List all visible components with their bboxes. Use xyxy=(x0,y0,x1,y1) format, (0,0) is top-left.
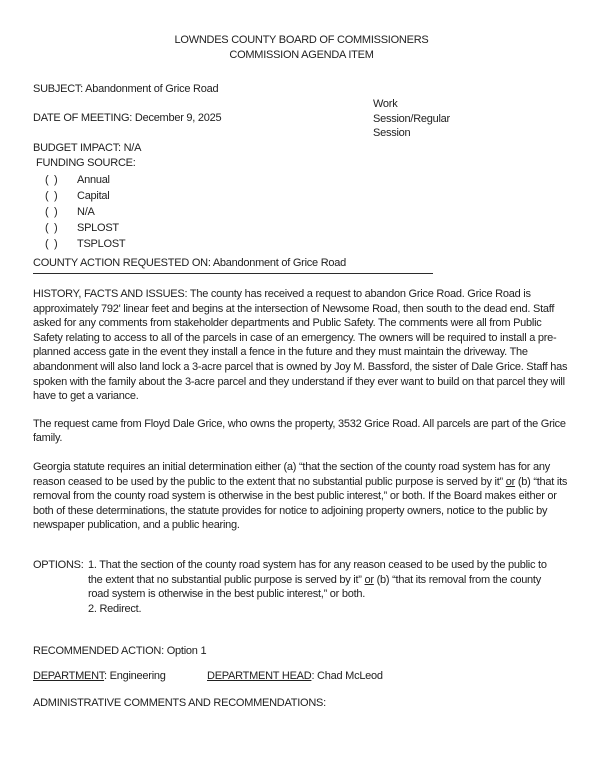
funding-option-label: SPLOST xyxy=(77,222,119,234)
meeting-info-block xyxy=(33,96,570,142)
history-paragraph: HISTORY, FACTS AND ISSUES: The county has received a request to abandon Grice Road. Grice Road is approximately 792' linear feet and begins at the intersection of Newsome Road, then south to the dead end. Staff asked for any comments from stakeholder departments and Public Safety. The comments were all from Public Safety relating to access to all of the parcels in case of an emergency. The owners will be required to install a pre-planned access gate in the event they install a fence in the future and they must maintain the driveway. The abandonment will also land lock a 3-acre parcel that is owned by Joy M. Bassford, the sister of Dale Grice. Staff has spoken with the family about the 3-acre parcel and they understand if they ever want to build on that parcel they will have to get a variance. xyxy=(33,288,568,403)
funding-option-row xyxy=(33,236,570,252)
header-line-1: LOWNDES COUNTY BOARD OF COMMISSIONERS xyxy=(174,34,429,46)
checkbox-glyph: ( ) xyxy=(45,222,58,234)
subject-line: SUBJECT: Abandonment of Grice Road xyxy=(33,83,219,95)
checkbox-glyph: ( ) xyxy=(45,174,58,186)
funding-option-row xyxy=(33,172,570,188)
department-row xyxy=(33,670,570,683)
funding-option-label: Annual xyxy=(77,174,110,186)
county-action-heading: COUNTY ACTION REQUESTED ON: Abandonment of Grice Road xyxy=(33,257,433,274)
options-item-2: 2. Redirect. xyxy=(88,602,142,615)
date-of-meeting-line: DATE OF MEETING: December 9, 2025 xyxy=(33,112,222,124)
options-label: OPTIONS: xyxy=(33,558,84,571)
recommended-action-line: RECOMMENDED ACTION: Option 1 xyxy=(33,645,207,658)
options-section xyxy=(33,558,570,616)
funding-option-row xyxy=(33,204,570,220)
department-field xyxy=(33,670,207,683)
document-header xyxy=(33,33,570,63)
department-head-label: DEPARTMENT HEAD xyxy=(207,670,312,683)
department-head-value: : Chad McLeod xyxy=(311,670,383,683)
header-line-2: COMMISSION AGENDA ITEM xyxy=(229,49,374,61)
checkbox-glyph: ( ) xyxy=(45,238,58,250)
budget-impact-line: BUDGET IMPACT: N/A xyxy=(33,142,142,154)
funding-source-label: FUNDING SOURCE: xyxy=(36,157,136,169)
department-value: : Engineering xyxy=(104,670,166,683)
funding-option-row xyxy=(33,220,570,236)
checkbox-glyph: ( ) xyxy=(45,190,58,202)
funding-option-label: TSPLOST xyxy=(77,238,126,250)
administrative-comments-line: ADMINISTRATIVE COMMENTS AND RECOMMENDATIONS: xyxy=(33,697,326,710)
request-paragraph: The request came from Floyd Dale Grice, who owns the property, 3532 Grice Road. All parcels are part of the Grice family. xyxy=(33,417,566,445)
options-content xyxy=(88,558,558,616)
funding-option-row xyxy=(33,188,570,204)
session-type: Work Session/Regular Session xyxy=(373,98,450,140)
checkbox-glyph: ( ) xyxy=(45,206,58,218)
department-head-field xyxy=(207,670,383,683)
department-label: DEPARTMENT xyxy=(33,670,105,683)
funding-option-label: N/A xyxy=(77,206,95,218)
funding-options xyxy=(33,170,570,252)
options-item-1: 1. That the section of the county road system has for any reason ceased to be used by the public to the extent that no substantial public purpose is served by it” or (b) “that its removal from the county road system is otherwise in the best public interest,” or both. xyxy=(88,558,547,601)
georgia-statute-paragraph: Georgia statute requires an initial determination either (a) “that the section of the county road system has for any reason ceased to be used by the public to the extent that no substantial public purpose is served by it” or (b) “that its removal from the county road system is otherwise in the best public interest,” or both. If the Board makes either or both of these determinations, the statute provides for notice to adjoining property owners, notice to the public by newspaper publication, and a public hearing. xyxy=(33,460,568,532)
funding-option-label: Capital xyxy=(77,190,110,202)
